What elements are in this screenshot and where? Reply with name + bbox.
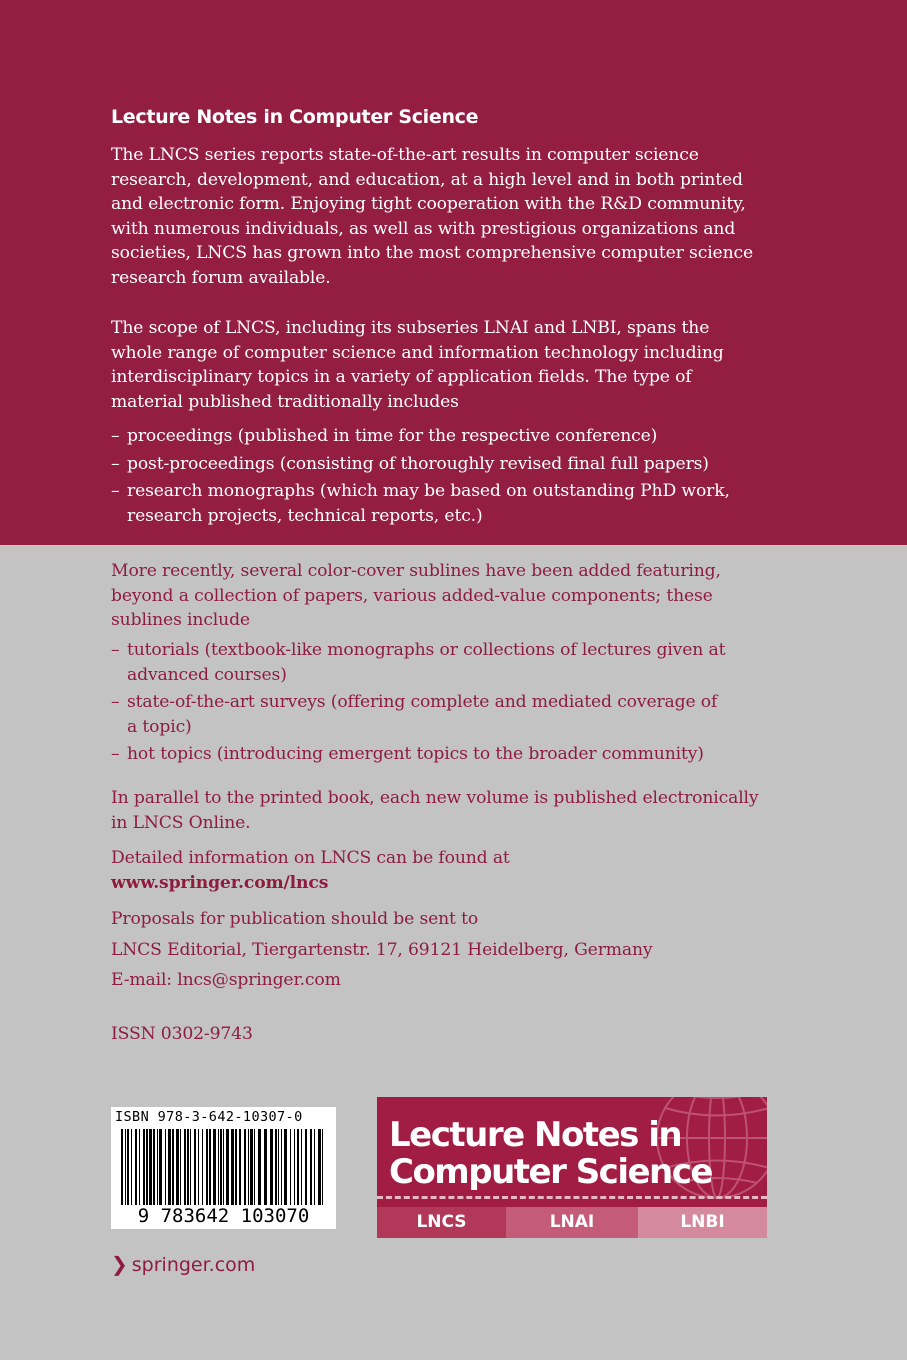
logo-title-line: Computer Science [389,1152,712,1192]
barcode-bar [172,1129,174,1205]
parallel-line: In parallel to the printed book, each new volume is published electronically [111,788,759,808]
intro-line: societies, LNCS has grown into the most comprehensive computer science [111,243,753,264]
barcode-bar [206,1129,208,1205]
barcode-bar [310,1129,312,1205]
lncs-series-logo [377,1097,767,1238]
list-item: – hot topics (introducing emergent topics to the broader community) [111,744,704,765]
barcode-bar [264,1129,267,1205]
barcode-bar [258,1129,261,1205]
parallel-line: in LNCS Online. [111,812,251,833]
barcode-bar [149,1129,152,1205]
scope-line: The scope of LNCS, including its subseries LNAI and LNBI, spans the [111,318,710,338]
barcode-bar [168,1129,171,1205]
barcode-bar [176,1129,179,1205]
barcode-bar [322,1129,323,1205]
barcode-bar [190,1129,191,1205]
barcode-bar [284,1129,287,1205]
barcode-bar [159,1129,162,1205]
lncs-url-link[interactable]: www.springer.com/lncs [111,872,329,893]
barcode-bar [165,1129,166,1205]
barcode-bar [213,1129,216,1205]
intro-line: The LNCS series reports state-of-the-art results in computer science [111,145,699,165]
barcode-bar [146,1129,148,1205]
barcode-bar [281,1129,282,1205]
intro-line: with numerous individuals, as well as with prestigious organizations and [111,218,736,239]
barcode-bar [275,1129,277,1205]
barcode-bar [278,1129,279,1205]
scope-line: interdisciplinary topics in a variety of application fields. The type of [111,367,692,388]
chevron-right-icon: ❯ [111,1252,128,1276]
list-item: – research monographs (which may be based on outstanding PhD work, research projects, technical reports, etc.) [111,481,730,526]
intro-line: research forum available. [111,267,331,288]
sublines-paragraph [111,559,801,633]
barcode-bar [194,1129,196,1205]
sublines-line: More recently, several color-cover sublines have been added featuring, [111,561,721,581]
barcode-bar [202,1129,203,1205]
barcode-bar [209,1129,211,1205]
intro-line: and electronic form. Enjoying tight cooperation with the R&D community, [111,194,746,215]
barcode-bar [250,1129,253,1205]
barcode-bar [226,1129,229,1205]
top-band [0,0,907,545]
barcode-bar [235,1129,237,1205]
series-heading: Lecture Notes in Computer Science [111,106,479,128]
barcode-bar [239,1129,241,1205]
scope-line: whole range of computer science and information technology including [111,342,724,363]
sublines-line: beyond a collection of papers, various added-value components; these [111,585,713,606]
barcode-bar [153,1129,155,1205]
barcode-bar [143,1129,145,1205]
barcode-bar [223,1129,224,1205]
barcode-bar [135,1129,137,1205]
material-list [111,424,771,531]
logo-band-lncs: LNCS [377,1207,506,1238]
intro-line: research, development, and education, at a high level and in both printed [111,169,743,190]
sublines-list [111,638,761,770]
logo-band-lnai: LNAI [506,1207,638,1238]
parallel-paragraph [111,786,801,835]
barcode-bar [305,1129,307,1205]
barcode-bar [187,1129,189,1205]
list-item: – tutorials (textbook-like monographs or collections of lectures given at advanced courses) [111,640,726,685]
barcode-bar [301,1129,302,1205]
barcode-bar [157,1129,158,1205]
barcode-bar [184,1129,186,1205]
scope-line: material published traditionally includes [111,391,459,412]
barcode-bar [121,1129,123,1205]
list-item: – proceedings (published in time for the respective conference) [111,426,658,446]
isbn-label: ISBN 978-3-642-10307-0 [115,1109,303,1125]
barcode-bar [244,1129,246,1205]
list-item: – post-proceedings (consisting of thoroughly revised final full papers) [111,453,709,474]
logo-divider [377,1196,767,1199]
details-paragraph [111,846,801,895]
logo-band-lnbi: LNBI [638,1207,767,1238]
proposals-line: Proposals for publication should be sent to [111,909,479,929]
barcode-bar [231,1129,234,1205]
barcode-bar [314,1129,315,1205]
barcode-bar [180,1129,181,1205]
details-line: Detailed information on LNCS can be found at [111,848,510,868]
issn-line: ISSN 0302-9743 [111,1024,253,1044]
springer-link[interactable] [111,1252,255,1276]
scope-paragraph [111,316,801,414]
springer-text: springer.com [131,1254,256,1276]
barcode-digits: 9 783642 103070 [137,1205,310,1227]
barcode-bar [297,1129,299,1205]
barcode-bar [131,1129,132,1205]
editorial-address: LNCS Editorial, Tiergartenstr. 17, 69121 Heidelberg, Germany [111,940,653,960]
logo-title-line: Lecture Notes in [389,1115,682,1155]
barcode-bar [290,1129,291,1205]
sublines-line: sublines include [111,610,250,631]
barcode-bar [218,1129,219,1205]
barcode-bar [220,1129,222,1205]
barcode-bar [125,1129,126,1205]
barcode-bar [127,1129,129,1205]
isbn-barcode [111,1107,336,1229]
barcode-bar [254,1129,255,1205]
barcode-bar [248,1129,249,1205]
email-line: E-mail: lncs@springer.com [111,970,341,990]
list-item: – state-of-the-art surveys (offering complete and mediated coverage of a topic) [111,692,718,737]
barcode-bar [294,1129,295,1205]
barcode-bar [318,1129,321,1205]
barcode-bar [270,1129,273,1205]
barcode-bars [121,1129,326,1205]
barcode-bar [139,1129,140,1205]
barcode-bar [198,1129,199,1205]
intro-paragraph [111,143,801,291]
